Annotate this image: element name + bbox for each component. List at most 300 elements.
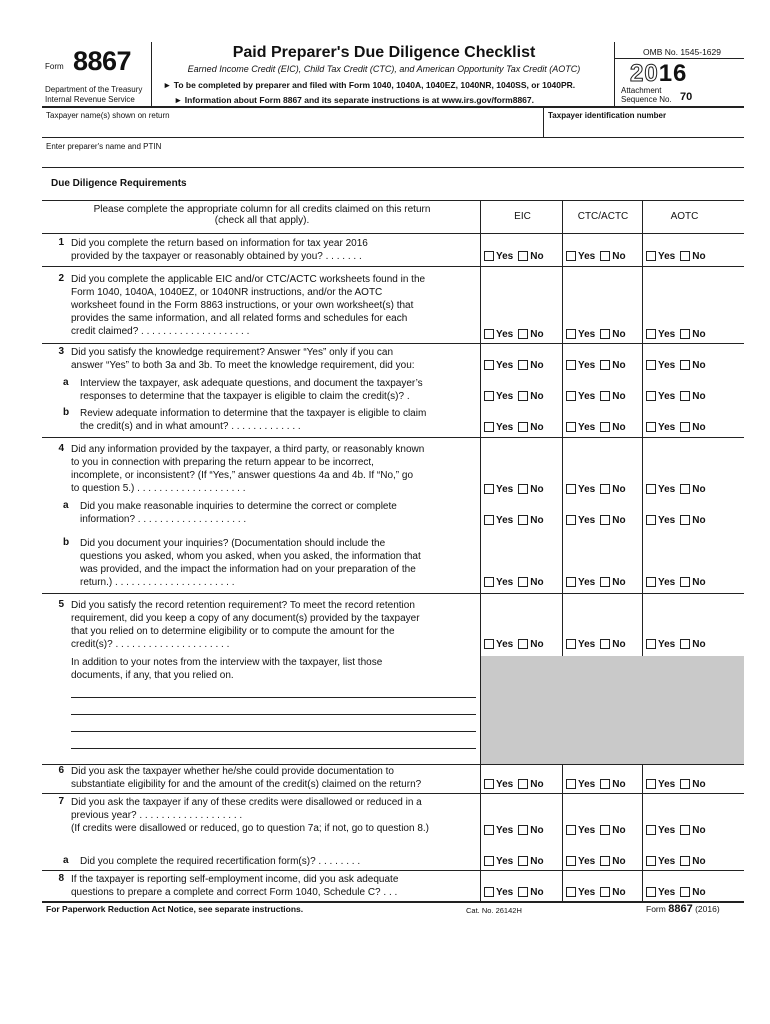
- instruction-line2: ► Information about Form 8867 and its separate instructions is at www.irs.gov/form8867.: [174, 95, 534, 105]
- footer-form-id: [646, 903, 720, 915]
- q5-extra-text: [71, 656, 382, 682]
- q4a-eic-yes-checkbox[interactable]: [484, 515, 494, 525]
- documents-line-1[interactable]: [71, 697, 476, 698]
- taxpayer-id-field[interactable]: [548, 121, 743, 136]
- q3-eic-answer: [484, 359, 544, 371]
- form-label: Form: [45, 62, 64, 71]
- no-label: No: [530, 359, 544, 371]
- q4-ctc-yes-checkbox[interactable]: [566, 484, 576, 494]
- q5-line3: that you relied on to determine eligibility or to compute the amount for the: [71, 626, 395, 637]
- yes-label: Yes: [658, 359, 676, 371]
- no-label: No: [530, 250, 544, 262]
- q6-aotc-no-checkbox[interactable]: [680, 779, 690, 789]
- q4b-aotc-no-checkbox[interactable]: [680, 577, 690, 587]
- q6-text: [71, 765, 421, 791]
- no-label: No: [612, 638, 626, 650]
- q4-line1: Did any information provided by the taxpayer, a third party, or reasonably known: [71, 444, 425, 455]
- q3a-line1: Interview the taxpayer, ask adequate questions, and document the taxpayer’s: [80, 378, 423, 389]
- q3a-ctc-yes-checkbox[interactable]: [566, 391, 576, 401]
- q3-number: 3: [58, 346, 64, 357]
- q3-aotc-answer: [646, 359, 706, 371]
- no-label: No: [530, 328, 544, 340]
- no-label: No: [530, 576, 544, 588]
- q8-aotc-yes-checkbox[interactable]: [646, 887, 656, 897]
- paperwork-notice: For Paperwork Reduction Act Notice, see separate instructions.: [46, 904, 304, 914]
- q3a-eic-yes-checkbox[interactable]: [484, 391, 494, 401]
- q7a-label: a: [63, 855, 69, 866]
- q4b-text: [80, 537, 421, 589]
- q4b-line3: was provided, and the impact the information had on your preparation of the: [80, 564, 416, 575]
- q6-eic-answer: [484, 778, 544, 790]
- q3-ctc-yes-checkbox[interactable]: [566, 360, 576, 370]
- no-label: No: [530, 855, 544, 867]
- yes-label: Yes: [496, 824, 514, 836]
- yes-label: Yes: [496, 483, 514, 495]
- q3-line1: Did you satisfy the knowledge requirement? Answer “Yes” only if you can: [71, 347, 394, 358]
- q7a-ctc-answer: [566, 855, 626, 867]
- section-title: Due Diligence Requirements: [51, 178, 187, 189]
- q4-line4: to question 5.) . . . . . . . . . . . . . . . . . . . .: [71, 483, 246, 494]
- yes-label: Yes: [496, 328, 514, 340]
- preparer-label: Enter preparer's name and PTIN: [46, 142, 162, 151]
- no-label: No: [530, 390, 544, 402]
- q2-line3: worksheet found in the Form 8863 instructions, or your own worksheet(s) that: [71, 300, 414, 311]
- tax-year-outline: 20: [630, 60, 659, 87]
- yes-label: Yes: [496, 421, 514, 433]
- q7-ctc-no-checkbox[interactable]: [600, 825, 610, 835]
- q3a-aotc-no-checkbox[interactable]: [680, 391, 690, 401]
- no-label: No: [692, 514, 706, 526]
- q1-number: 1: [58, 237, 64, 248]
- q4a-ctc-answer: [566, 514, 626, 526]
- q7-eic-answer: [484, 824, 544, 836]
- q2-aotc-answer: [646, 328, 706, 340]
- q1-eic-yes-checkbox[interactable]: [484, 251, 494, 261]
- q1-aotc-answer: [646, 250, 706, 262]
- q3b-label: b: [63, 407, 70, 418]
- column-instructions-line2: (check all that apply).: [214, 215, 310, 226]
- q4-ctc-no-checkbox[interactable]: [600, 484, 610, 494]
- q3b-line1: Review adequate information to determine that the taxpayer is eligible to claim: [80, 408, 427, 419]
- q3a-eic-no-checkbox[interactable]: [518, 391, 528, 401]
- q8-line2: questions to prepare a complete and correct Form 1040, Schedule C? . . .: [71, 887, 398, 898]
- col-head-aotc: AOTC: [670, 211, 699, 222]
- instruction-line1: ► To be completed by preparer and filed with Form 1040, 1040A, 1040EZ, 1040NR, 1040SS, or 1040PR.: [163, 80, 576, 90]
- q3a-text: [80, 377, 423, 403]
- yes-label: Yes: [658, 824, 676, 836]
- yes-label: Yes: [658, 250, 676, 262]
- shaded-area: [481, 656, 744, 764]
- q4b-ctc-no-checkbox[interactable]: [600, 577, 610, 587]
- q7-eic-no-checkbox[interactable]: [518, 825, 528, 835]
- yes-label: Yes: [496, 855, 514, 867]
- q6-number: 6: [58, 765, 64, 776]
- q4b-ctc-answer: [566, 576, 626, 588]
- q8-eic-no-checkbox[interactable]: [518, 887, 528, 897]
- q3a-aotc-yes-checkbox[interactable]: [646, 391, 656, 401]
- q7-ctc-yes-checkbox[interactable]: [566, 825, 576, 835]
- q1-aotc-no-checkbox[interactable]: [680, 251, 690, 261]
- attachment-line1: Attachment: [621, 86, 662, 95]
- q2-line2: Form 1040, 1040A, 1040EZ, or 1040NR instructions, and/or the AOTC: [71, 287, 383, 298]
- q3b-ctc-answer: [566, 421, 626, 433]
- q4-text: [71, 443, 424, 495]
- no-label: No: [692, 886, 706, 898]
- q1-ctc-no-checkbox[interactable]: [600, 251, 610, 261]
- q3b-eic-answer: [484, 421, 544, 433]
- no-label: No: [612, 250, 626, 262]
- form-subtitle: Earned Income Credit (EIC), Child Tax Credit (CTC), and American Opportunity Tax Credit (AOTC): [187, 64, 581, 74]
- no-label: No: [692, 778, 706, 790]
- q5-aotc-no-checkbox[interactable]: [680, 639, 690, 649]
- q7-text: [71, 796, 429, 835]
- q5-text: [71, 599, 420, 651]
- q2-aotc-yes-checkbox[interactable]: [646, 329, 656, 339]
- yes-label: Yes: [496, 390, 514, 402]
- q3b-aotc-no-checkbox[interactable]: [680, 422, 690, 432]
- cat-number: Cat. No. 26142H: [466, 906, 522, 915]
- footer-form-year: (2016): [695, 904, 720, 914]
- q8-number: 8: [58, 873, 64, 884]
- no-label: No: [692, 638, 706, 650]
- q3b-eic-no-checkbox[interactable]: [518, 422, 528, 432]
- no-label: No: [612, 514, 626, 526]
- q4-eic-no-checkbox[interactable]: [518, 484, 528, 494]
- q4a-aotc-answer: [646, 514, 706, 526]
- documents-line-4[interactable]: [71, 748, 476, 749]
- yes-label: Yes: [496, 514, 514, 526]
- yes-label: Yes: [578, 886, 596, 898]
- yes-label: Yes: [658, 576, 676, 588]
- q7a-line1: Did you complete the required recertification form(s)? . . . . . . . .: [80, 856, 361, 867]
- taxpayer-name-label: Taxpayer name(s) shown on return: [46, 111, 170, 120]
- q7-line2: previous year? . . . . . . . . . . . . . . . . . . .: [71, 810, 243, 821]
- column-instructions-line1: Please complete the appropriate column for all credits claimed on this return: [93, 204, 431, 215]
- q7a-aotc-yes-checkbox[interactable]: [646, 856, 656, 866]
- yes-label: Yes: [658, 638, 676, 650]
- q4-line2: to you in connection with preparing the return appear to be incorrect,: [71, 457, 374, 468]
- department-line1: Department of the Treasury: [45, 85, 143, 94]
- yes-label: Yes: [578, 778, 596, 790]
- tax-year: [630, 60, 687, 88]
- q5-line1: Did you satisfy the record retention requirement? To meet the record retention: [71, 600, 415, 611]
- q3-ctc-no-checkbox[interactable]: [600, 360, 610, 370]
- q8-ctc-yes-checkbox[interactable]: [566, 887, 576, 897]
- no-label: No: [612, 824, 626, 836]
- q2-ctc-no-checkbox[interactable]: [600, 329, 610, 339]
- q7-line3: (If credits were disallowed or reduced, go to question 7a; if not, go to question 8.): [71, 823, 429, 834]
- q6-aotc-yes-checkbox[interactable]: [646, 779, 656, 789]
- q7-line1: Did you ask the taxpayer if any of these credits were disallowed or reduced in a: [71, 797, 422, 808]
- q5-extra-line1: In addition to your notes from the interview with the taxpayer, list those: [71, 657, 383, 668]
- yes-label: Yes: [578, 576, 596, 588]
- no-label: No: [692, 483, 706, 495]
- q3a-aotc-answer: [646, 390, 706, 402]
- q3b-ctc-no-checkbox[interactable]: [600, 422, 610, 432]
- q3-line2: answer “Yes” to both 3a and 3b. To meet the knowledge requirement, did you:: [71, 360, 415, 371]
- q7a-eic-answer: [484, 855, 544, 867]
- q1-ctc-answer: [566, 250, 626, 262]
- q5-ctc-no-checkbox[interactable]: [600, 639, 610, 649]
- q6-line1: Did you ask the taxpayer whether he/she could provide documentation to: [71, 766, 394, 777]
- no-label: No: [530, 514, 544, 526]
- q7a-eic-yes-checkbox[interactable]: [484, 856, 494, 866]
- yes-label: Yes: [578, 359, 596, 371]
- q4b-line2: questions you asked, whom you asked, when you asked, the information that: [80, 551, 421, 562]
- no-label: No: [692, 328, 706, 340]
- q3a-eic-answer: [484, 390, 544, 402]
- q6-eic-no-checkbox[interactable]: [518, 779, 528, 789]
- q3-aotc-yes-checkbox[interactable]: [646, 360, 656, 370]
- taxpayer-id-label: Taxpayer identification number: [548, 111, 667, 120]
- yes-label: Yes: [578, 855, 596, 867]
- q4b-eic-yes-checkbox[interactable]: [484, 577, 494, 587]
- q2-ctc-answer: [566, 328, 626, 340]
- yes-label: Yes: [658, 855, 676, 867]
- q4-eic-answer: [484, 483, 544, 495]
- q1-line2: provided by the taxpayer or reasonably obtained by you? . . . . . . .: [71, 251, 362, 262]
- q2-eic-no-checkbox[interactable]: [518, 329, 528, 339]
- q6-aotc-answer: [646, 778, 706, 790]
- q3b-ctc-yes-checkbox[interactable]: [566, 422, 576, 432]
- q6-line2: substantiate eligibility for and the amount of the credit(s) claimed on the return?: [71, 779, 422, 790]
- no-label: No: [692, 250, 706, 262]
- q4a-aotc-yes-checkbox[interactable]: [646, 515, 656, 525]
- col-head-ctc: CTC/ACTC: [577, 211, 629, 222]
- q3-text: [71, 346, 415, 372]
- no-label: No: [530, 483, 544, 495]
- q4-aotc-no-checkbox[interactable]: [680, 484, 690, 494]
- no-label: No: [692, 576, 706, 588]
- documents-line-3[interactable]: [71, 731, 476, 732]
- no-label: No: [692, 824, 706, 836]
- no-label: No: [530, 421, 544, 433]
- tax-year-bold: 16: [658, 60, 688, 87]
- q4-aotc-answer: [646, 483, 706, 495]
- q7a-text: [80, 855, 360, 868]
- q7a-aotc-no-checkbox[interactable]: [680, 856, 690, 866]
- q3b-text: [80, 407, 426, 433]
- yes-label: Yes: [658, 514, 676, 526]
- q3-ctc-answer: [566, 359, 626, 371]
- yes-label: Yes: [578, 824, 596, 836]
- q5-eic-yes-checkbox[interactable]: [484, 639, 494, 649]
- q1-eic-no-checkbox[interactable]: [518, 251, 528, 261]
- no-label: No: [530, 778, 544, 790]
- yes-label: Yes: [578, 638, 596, 650]
- yes-label: Yes: [578, 250, 596, 262]
- no-label: No: [612, 778, 626, 790]
- q3b-eic-yes-checkbox[interactable]: [484, 422, 494, 432]
- q4a-eic-answer: [484, 514, 544, 526]
- q4b-line4: return.) . . . . . . . . . . . . . . . . . . . . . .: [80, 577, 235, 588]
- q3a-label: a: [63, 377, 69, 388]
- q5-ctc-yes-checkbox[interactable]: [566, 639, 576, 649]
- yes-label: Yes: [578, 483, 596, 495]
- q7a-ctc-yes-checkbox[interactable]: [566, 856, 576, 866]
- no-label: No: [530, 886, 544, 898]
- q6-ctc-no-checkbox[interactable]: [600, 779, 610, 789]
- preparer-field[interactable]: [46, 152, 743, 166]
- q5-line2: requirement, did you keep a copy of any document(s) provided by the taxpayer: [71, 613, 420, 624]
- yes-label: Yes: [658, 421, 676, 433]
- attachment-label: [621, 86, 672, 104]
- q4-line3: incomplete, or inconsistent? (If “Yes,” answer questions 4a and 4b. If “No,” go: [71, 470, 414, 481]
- q7-aotc-answer: [646, 824, 706, 836]
- q2-text: [71, 273, 425, 338]
- documents-line-2[interactable]: [71, 714, 476, 715]
- yes-label: Yes: [496, 576, 514, 588]
- footer-form-word: Form: [646, 904, 666, 914]
- q2-line1: Did you complete the applicable EIC and/or CTC/ACTC worksheets found in the: [71, 274, 426, 285]
- no-label: No: [692, 421, 706, 433]
- yes-label: Yes: [578, 421, 596, 433]
- no-label: No: [692, 390, 706, 402]
- no-label: No: [612, 483, 626, 495]
- q3a-line2: responses to determine that the taxpayer is eligible to claim the credit(s)? .: [80, 391, 410, 402]
- q4b-eic-no-checkbox[interactable]: [518, 577, 528, 587]
- q5-number: 5: [58, 599, 64, 610]
- q3b-aotc-answer: [646, 421, 706, 433]
- q8-aotc-answer: [646, 886, 706, 898]
- q1-ctc-yes-checkbox[interactable]: [566, 251, 576, 261]
- q5-line4: credit(s)? . . . . . . . . . . . . . . . . . . . . .: [71, 639, 230, 650]
- q8-line1: If the taxpayer is reporting self-employment income, did you ask adequate: [71, 874, 399, 885]
- department: [45, 85, 142, 105]
- yes-label: Yes: [578, 514, 596, 526]
- q4a-text: [80, 500, 397, 526]
- q4a-ctc-no-checkbox[interactable]: [600, 515, 610, 525]
- attachment-line2: Sequence No.: [621, 95, 672, 104]
- yes-label: Yes: [658, 328, 676, 340]
- column-instructions: [52, 204, 472, 226]
- q7-eic-yes-checkbox[interactable]: [484, 825, 494, 835]
- q7a-eic-no-checkbox[interactable]: [518, 856, 528, 866]
- q4b-ctc-yes-checkbox[interactable]: [566, 577, 576, 587]
- q2-ctc-yes-checkbox[interactable]: [566, 329, 576, 339]
- q5-extra-line2: documents, if any, that you relied on.: [71, 670, 234, 681]
- q4-number: 4: [58, 443, 64, 454]
- no-label: No: [530, 824, 544, 836]
- q4a-aotc-no-checkbox[interactable]: [680, 515, 690, 525]
- q7a-aotc-answer: [646, 855, 706, 867]
- q4a-line2: information? . . . . . . . . . . . . . . . . . . . .: [80, 514, 247, 525]
- no-label: No: [612, 886, 626, 898]
- form-number: 8867: [73, 46, 132, 76]
- no-label: No: [530, 638, 544, 650]
- q4a-label: a: [63, 500, 69, 511]
- q1-aotc-yes-checkbox[interactable]: [646, 251, 656, 261]
- no-label: No: [692, 855, 706, 867]
- q5-aotc-yes-checkbox[interactable]: [646, 639, 656, 649]
- yes-label: Yes: [496, 359, 514, 371]
- taxpayer-name-field[interactable]: [46, 121, 542, 136]
- q6-ctc-answer: [566, 778, 626, 790]
- sequence-number: 70: [680, 91, 693, 103]
- q4b-label: b: [63, 537, 70, 548]
- q1-text: [71, 237, 368, 263]
- q5-eic-answer: [484, 638, 544, 650]
- q3a-ctc-answer: [566, 390, 626, 402]
- footer-form-number: 8867: [668, 903, 693, 915]
- q4-aotc-yes-checkbox[interactable]: [646, 484, 656, 494]
- no-label: No: [612, 328, 626, 340]
- no-label: No: [612, 390, 626, 402]
- no-label: No: [612, 576, 626, 588]
- yes-label: Yes: [658, 390, 676, 402]
- q8-ctc-no-checkbox[interactable]: [600, 887, 610, 897]
- no-label: No: [612, 421, 626, 433]
- no-label: No: [692, 359, 706, 371]
- q6-eic-yes-checkbox[interactable]: [484, 779, 494, 789]
- q3b-line2: the credit(s) and in what amount? . . . . . . . . . . . . .: [80, 421, 301, 432]
- q3-eic-yes-checkbox[interactable]: [484, 360, 494, 370]
- q2-aotc-no-checkbox[interactable]: [680, 329, 690, 339]
- q4b-line1: Did you document your inquiries? (Documentation should include the: [80, 538, 386, 549]
- q5-eic-no-checkbox[interactable]: [518, 639, 528, 649]
- yes-label: Yes: [658, 778, 676, 790]
- q7-number: 7: [58, 796, 64, 807]
- q8-aotc-no-checkbox[interactable]: [680, 887, 690, 897]
- yes-label: Yes: [578, 328, 596, 340]
- q7-ctc-answer: [566, 824, 626, 836]
- q1-eic-answer: [484, 250, 544, 262]
- q4-ctc-answer: [566, 483, 626, 495]
- q4-eic-yes-checkbox[interactable]: [484, 484, 494, 494]
- q4b-eic-answer: [484, 576, 544, 588]
- yes-label: Yes: [658, 886, 676, 898]
- q7a-ctc-no-checkbox[interactable]: [600, 856, 610, 866]
- q2-eic-yes-checkbox[interactable]: [484, 329, 494, 339]
- yes-label: Yes: [658, 483, 676, 495]
- q3-eic-no-checkbox[interactable]: [518, 360, 528, 370]
- department-line2: Internal Revenue Service: [45, 95, 135, 104]
- q5-aotc-answer: [646, 638, 706, 650]
- q3a-ctc-no-checkbox[interactable]: [600, 391, 610, 401]
- yes-label: Yes: [496, 778, 514, 790]
- q4b-aotc-answer: [646, 576, 706, 588]
- q7-aotc-yes-checkbox[interactable]: [646, 825, 656, 835]
- q8-text: [71, 873, 398, 899]
- yes-label: Yes: [496, 886, 514, 898]
- col-head-eic: EIC: [514, 211, 531, 222]
- q1-line1: Did you complete the return based on information for tax year 2016: [71, 238, 368, 249]
- q2-eic-answer: [484, 328, 544, 340]
- q2-line5: credit claimed? . . . . . . . . . . . . . . . . . . . .: [71, 326, 250, 337]
- q4a-ctc-yes-checkbox[interactable]: [566, 515, 576, 525]
- q4b-aotc-yes-checkbox[interactable]: [646, 577, 656, 587]
- no-label: No: [612, 359, 626, 371]
- q7-aotc-no-checkbox[interactable]: [680, 825, 690, 835]
- yes-label: Yes: [578, 390, 596, 402]
- q2-number: 2: [58, 273, 64, 284]
- q2-line4: provides the same information, and all related forms and schedules for each: [71, 313, 408, 324]
- q4a-eic-no-checkbox[interactable]: [518, 515, 528, 525]
- q6-ctc-yes-checkbox[interactable]: [566, 779, 576, 789]
- q8-eic-yes-checkbox[interactable]: [484, 887, 494, 897]
- yes-label: Yes: [496, 638, 514, 650]
- no-label: No: [612, 855, 626, 867]
- q3b-aotc-yes-checkbox[interactable]: [646, 422, 656, 432]
- q4a-line1: Did you make reasonable inquiries to determine the correct or complete: [80, 501, 397, 512]
- q3-aotc-no-checkbox[interactable]: [680, 360, 690, 370]
- q5-ctc-answer: [566, 638, 626, 650]
- omb-number: OMB No. 1545-1629: [643, 47, 721, 57]
- q8-eic-answer: [484, 886, 544, 898]
- form-title: Paid Preparer's Due Diligence Checklist: [232, 44, 536, 61]
- q8-ctc-answer: [566, 886, 626, 898]
- yes-label: Yes: [496, 250, 514, 262]
